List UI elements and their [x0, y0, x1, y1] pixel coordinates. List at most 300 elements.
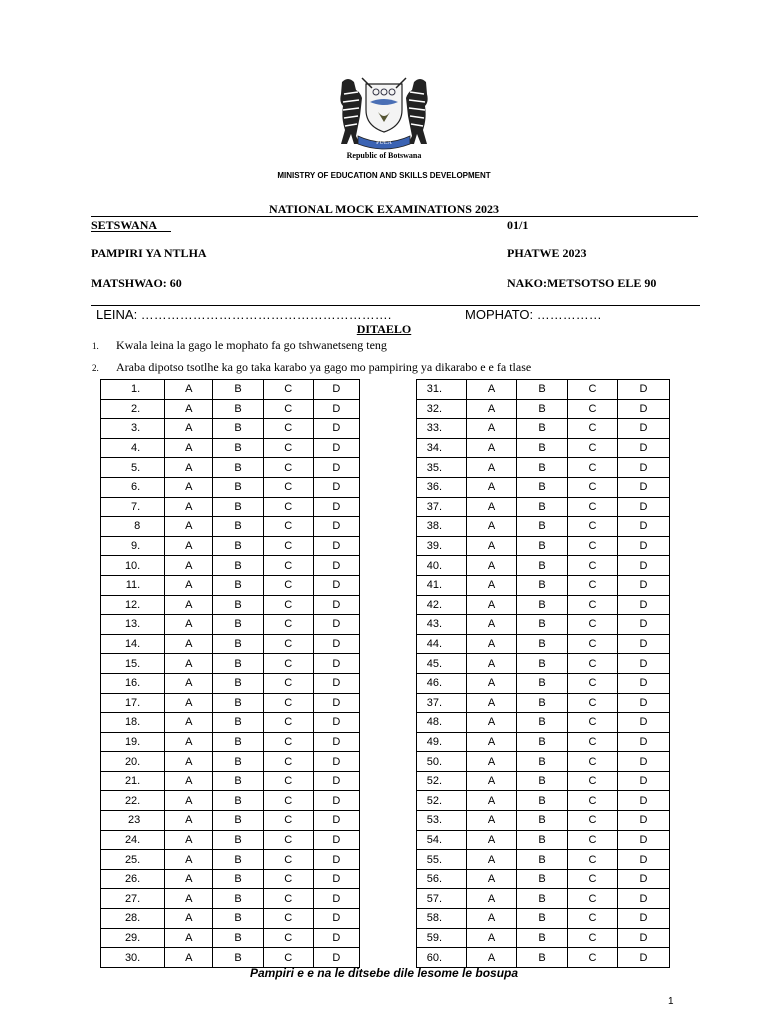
answer-option-b[interactable]: B — [213, 497, 263, 517]
answer-option-a[interactable]: A — [467, 830, 517, 850]
answer-option-c[interactable]: C — [263, 693, 313, 713]
question-number: 25. — [101, 850, 165, 870]
answer-option-b[interactable]: B — [213, 615, 263, 635]
answer-option-c[interactable]: C — [263, 791, 313, 811]
answer-option-b[interactable]: B — [517, 948, 568, 968]
answer-option-a[interactable]: A — [165, 948, 213, 968]
answer-option-b[interactable]: B — [213, 595, 263, 615]
answer-option-d[interactable]: D — [618, 948, 670, 968]
answer-option-a[interactable]: A — [165, 438, 213, 458]
answer-option-d[interactable]: D — [618, 869, 670, 889]
answer-option-a[interactable]: A — [467, 654, 517, 674]
answer-option-d[interactable]: D — [618, 732, 670, 752]
answer-option-a[interactable]: A — [467, 595, 517, 615]
answer-option-a[interactable]: A — [165, 595, 213, 615]
answer-option-b[interactable]: B — [213, 928, 263, 948]
answer-option-b[interactable]: B — [213, 869, 263, 889]
name-field[interactable]: LEINA: …………………………………………………. — [96, 307, 392, 322]
answer-option-d[interactable]: D — [618, 438, 670, 458]
answer-option-a[interactable]: A — [467, 869, 517, 889]
question-number: 57. — [417, 889, 467, 909]
answer-option-c[interactable]: C — [568, 771, 618, 791]
answer-option-d[interactable]: D — [313, 556, 359, 576]
answer-option-d[interactable]: D — [618, 673, 670, 693]
answer-option-c[interactable]: C — [263, 634, 313, 654]
answer-option-d[interactable]: D — [618, 634, 670, 654]
question-number: 33. — [417, 419, 467, 439]
answer-option-a[interactable]: A — [165, 556, 213, 576]
answer-row — [101, 673, 360, 693]
question-number: 26. — [101, 869, 165, 889]
answer-option-c[interactable]: C — [568, 575, 618, 595]
answer-option-b[interactable]: B — [213, 673, 263, 693]
answer-row — [417, 673, 670, 693]
instructions-heading: DITAELO — [356, 322, 412, 336]
answer-option-d[interactable]: D — [618, 771, 670, 791]
answer-option-c[interactable]: C — [263, 536, 313, 556]
answer-option-c[interactable]: C — [568, 654, 618, 674]
answer-option-c[interactable]: C — [568, 615, 618, 635]
answer-option-a[interactable]: A — [467, 673, 517, 693]
question-number: 37. — [417, 693, 467, 713]
answer-option-d[interactable]: D — [313, 811, 359, 831]
answer-option-b[interactable]: B — [213, 948, 263, 968]
answer-option-d[interactable]: D — [313, 477, 359, 497]
answer-option-b[interactable]: B — [517, 654, 568, 674]
answer-option-b[interactable]: B — [213, 380, 263, 400]
answer-option-d[interactable]: D — [618, 517, 670, 537]
answer-option-d[interactable]: D — [313, 948, 359, 968]
answer-option-d[interactable]: D — [313, 732, 359, 752]
answer-row — [101, 811, 360, 831]
answer-option-c[interactable]: C — [568, 595, 618, 615]
answer-row — [417, 517, 670, 537]
answer-row — [101, 771, 360, 791]
answer-option-d[interactable]: D — [313, 654, 359, 674]
answer-option-c[interactable]: C — [568, 517, 618, 537]
question-number: 5. — [101, 458, 165, 478]
answer-option-c[interactable]: C — [568, 909, 618, 929]
answer-option-c[interactable]: C — [263, 595, 313, 615]
answer-option-a[interactable]: A — [467, 615, 517, 635]
answer-option-d[interactable]: D — [313, 419, 359, 439]
answer-option-a[interactable]: A — [165, 791, 213, 811]
answer-option-c[interactable]: C — [568, 380, 618, 400]
answer-option-d[interactable]: D — [618, 497, 670, 517]
answer-row — [101, 869, 360, 889]
answer-option-b[interactable]: B — [517, 732, 568, 752]
answer-option-c[interactable]: C — [263, 556, 313, 576]
answer-option-a[interactable]: A — [165, 399, 213, 419]
answer-option-a[interactable]: A — [165, 517, 213, 537]
answer-option-c[interactable]: C — [263, 869, 313, 889]
answer-option-a[interactable]: A — [165, 752, 213, 772]
answer-option-c[interactable]: C — [568, 713, 618, 733]
answer-option-d[interactable]: D — [618, 811, 670, 831]
answer-option-a[interactable]: A — [467, 399, 517, 419]
answer-row — [417, 575, 670, 595]
page-number: 1 — [668, 996, 674, 1007]
answer-option-a[interactable]: A — [467, 575, 517, 595]
answer-row — [101, 575, 360, 595]
class-field[interactable]: MOPHATO: …………… — [465, 307, 602, 322]
answer-option-c[interactable]: C — [263, 752, 313, 772]
answer-option-a[interactable]: A — [165, 713, 213, 733]
answer-option-a[interactable]: A — [467, 811, 517, 831]
answer-option-a[interactable]: A — [165, 477, 213, 497]
answer-option-d[interactable]: D — [618, 752, 670, 772]
answer-option-c[interactable]: C — [568, 752, 618, 772]
answer-option-d[interactable]: D — [618, 654, 670, 674]
answer-option-b[interactable]: B — [213, 634, 263, 654]
question-number: 34. — [417, 438, 467, 458]
answer-option-b[interactable]: B — [213, 732, 263, 752]
answer-option-c[interactable]: C — [568, 556, 618, 576]
answer-option-b[interactable]: B — [213, 399, 263, 419]
answer-option-c[interactable]: C — [568, 419, 618, 439]
answer-option-b[interactable]: B — [517, 517, 568, 537]
answer-option-b[interactable]: B — [213, 693, 263, 713]
answer-option-b[interactable]: B — [517, 693, 568, 713]
answer-option-c[interactable]: C — [263, 713, 313, 733]
answer-option-d[interactable]: D — [313, 575, 359, 595]
answer-option-b[interactable]: B — [517, 713, 568, 733]
answer-option-a[interactable]: A — [467, 477, 517, 497]
answer-option-c[interactable]: C — [568, 732, 618, 752]
answer-option-a[interactable]: A — [165, 928, 213, 948]
answer-option-a[interactable]: A — [165, 497, 213, 517]
answer-option-a[interactable]: A — [467, 438, 517, 458]
answer-option-a[interactable]: A — [165, 536, 213, 556]
answer-option-b[interactable]: B — [517, 615, 568, 635]
answer-option-a[interactable]: A — [467, 380, 517, 400]
answer-option-d[interactable]: D — [618, 458, 670, 478]
answer-option-d[interactable]: D — [618, 909, 670, 929]
answer-option-c[interactable]: C — [568, 634, 618, 654]
answer-option-b[interactable]: B — [517, 889, 568, 909]
answer-option-d[interactable]: D — [313, 634, 359, 654]
answer-option-b[interactable]: B — [213, 850, 263, 870]
answer-option-b[interactable]: B — [213, 752, 263, 772]
answer-option-a[interactable]: A — [467, 713, 517, 733]
answer-option-c[interactable]: C — [263, 771, 313, 791]
answer-option-c[interactable]: C — [263, 811, 313, 831]
answer-option-d[interactable]: D — [313, 615, 359, 635]
answer-option-c[interactable]: C — [263, 673, 313, 693]
answer-option-b[interactable]: B — [213, 811, 263, 831]
question-number: 40. — [417, 556, 467, 576]
answer-row — [101, 380, 360, 400]
question-number: 58. — [417, 909, 467, 929]
answer-option-c[interactable]: C — [568, 948, 618, 968]
answer-option-a[interactable]: A — [467, 948, 517, 968]
answer-option-b[interactable]: B — [517, 634, 568, 654]
answer-option-c[interactable]: C — [263, 889, 313, 909]
answer-option-d[interactable]: D — [313, 771, 359, 791]
answer-option-a[interactable]: A — [165, 830, 213, 850]
question-number: 24. — [101, 830, 165, 850]
answer-option-d[interactable]: D — [618, 556, 670, 576]
answer-row — [417, 693, 670, 713]
question-number: 59. — [417, 928, 467, 948]
answer-option-b[interactable]: B — [213, 575, 263, 595]
answer-option-a[interactable]: A — [165, 615, 213, 635]
answer-option-a[interactable]: A — [467, 419, 517, 439]
answer-option-d[interactable]: D — [618, 791, 670, 811]
answer-option-c[interactable]: C — [263, 732, 313, 752]
answer-option-d[interactable]: D — [313, 536, 359, 556]
answer-option-c[interactable]: C — [263, 517, 313, 537]
answer-option-c[interactable]: C — [263, 419, 313, 439]
answer-option-b[interactable]: B — [213, 830, 263, 850]
answer-option-d[interactable]: D — [313, 438, 359, 458]
answer-row — [417, 869, 670, 889]
answer-option-a[interactable]: A — [467, 791, 517, 811]
answer-option-b[interactable]: B — [517, 556, 568, 576]
answer-option-c[interactable]: C — [568, 399, 618, 419]
answer-option-c[interactable]: C — [263, 458, 313, 478]
instruction-number: 2. — [92, 363, 99, 373]
answer-option-d[interactable]: D — [618, 693, 670, 713]
answer-option-a[interactable]: A — [467, 693, 517, 713]
answer-row — [417, 634, 670, 654]
answer-option-c[interactable]: C — [568, 791, 618, 811]
answer-option-a[interactable]: A — [165, 732, 213, 752]
question-number: 10. — [101, 556, 165, 576]
answer-option-c[interactable]: C — [263, 399, 313, 419]
answer-row — [101, 438, 360, 458]
question-number: 52. — [417, 771, 467, 791]
question-number: 44. — [417, 634, 467, 654]
answer-option-d[interactable]: D — [618, 850, 670, 870]
answer-option-d[interactable]: D — [618, 595, 670, 615]
answer-option-d[interactable]: D — [313, 752, 359, 772]
answer-option-b[interactable]: B — [213, 419, 263, 439]
answer-option-b[interactable]: B — [213, 791, 263, 811]
answer-option-a[interactable]: A — [467, 752, 517, 772]
answer-option-b[interactable]: B — [517, 575, 568, 595]
answer-option-d[interactable]: D — [618, 419, 670, 439]
divider-name — [91, 305, 700, 306]
answer-row — [101, 477, 360, 497]
answer-option-a[interactable]: A — [467, 556, 517, 576]
answer-option-b[interactable]: B — [213, 909, 263, 929]
answer-option-a[interactable]: A — [165, 654, 213, 674]
answer-option-b[interactable]: B — [517, 791, 568, 811]
answer-option-a[interactable]: A — [165, 909, 213, 929]
answer-option-b[interactable]: B — [517, 811, 568, 831]
answer-option-b[interactable]: B — [517, 419, 568, 439]
answer-option-d[interactable]: D — [313, 693, 359, 713]
answer-option-d[interactable]: D — [313, 713, 359, 733]
answer-option-b[interactable]: B — [517, 477, 568, 497]
answer-option-b[interactable]: B — [213, 458, 263, 478]
answer-option-c[interactable]: C — [263, 615, 313, 635]
answer-option-b[interactable]: B — [517, 673, 568, 693]
answer-grid-left — [100, 379, 360, 968]
answer-option-d[interactable]: D — [313, 909, 359, 929]
answer-option-c[interactable]: C — [263, 438, 313, 458]
answer-option-d[interactable]: D — [313, 869, 359, 889]
answer-option-d[interactable]: D — [618, 830, 670, 850]
answer-option-a[interactable]: A — [165, 811, 213, 831]
answer-option-c[interactable]: C — [263, 830, 313, 850]
answer-option-a[interactable]: A — [165, 380, 213, 400]
answer-option-a[interactable]: A — [467, 771, 517, 791]
answer-option-b[interactable]: B — [517, 458, 568, 478]
answer-option-d[interactable]: D — [313, 850, 359, 870]
answer-option-d[interactable]: D — [618, 575, 670, 595]
answer-option-a[interactable]: A — [165, 458, 213, 478]
answer-option-c[interactable]: C — [263, 380, 313, 400]
answer-option-a[interactable]: A — [165, 850, 213, 870]
question-number: 31. — [417, 380, 467, 400]
answer-option-a[interactable]: A — [467, 536, 517, 556]
answer-row — [417, 771, 670, 791]
answer-option-d[interactable]: D — [618, 477, 670, 497]
answer-option-d[interactable]: D — [313, 399, 359, 419]
answer-option-d[interactable]: D — [618, 713, 670, 733]
answer-option-b[interactable]: B — [517, 399, 568, 419]
answer-option-a[interactable]: A — [165, 634, 213, 654]
answer-option-d[interactable]: D — [313, 791, 359, 811]
answer-option-a[interactable]: A — [467, 634, 517, 654]
answer-option-a[interactable]: A — [467, 850, 517, 870]
answer-option-a[interactable]: A — [165, 869, 213, 889]
answer-option-d[interactable]: D — [618, 615, 670, 635]
answer-option-a[interactable]: A — [165, 889, 213, 909]
answer-option-c[interactable]: C — [568, 693, 618, 713]
answer-option-c[interactable]: C — [568, 497, 618, 517]
answer-option-b[interactable]: B — [517, 850, 568, 870]
answer-option-d[interactable]: D — [313, 595, 359, 615]
answer-option-d[interactable]: D — [313, 517, 359, 537]
answer-option-b[interactable]: B — [213, 477, 263, 497]
answer-option-d[interactable]: D — [313, 830, 359, 850]
answer-option-a[interactable]: A — [165, 693, 213, 713]
answer-option-c[interactable]: C — [263, 909, 313, 929]
answer-option-c[interactable]: C — [568, 673, 618, 693]
answer-option-c[interactable]: C — [568, 830, 618, 850]
answer-option-d[interactable]: D — [313, 928, 359, 948]
question-number: 52. — [417, 791, 467, 811]
answer-option-a[interactable]: A — [467, 909, 517, 929]
answer-option-d[interactable]: D — [313, 673, 359, 693]
answer-option-c[interactable]: C — [263, 575, 313, 595]
answer-option-b[interactable]: B — [213, 889, 263, 909]
answer-row — [101, 497, 360, 517]
answer-option-b[interactable]: B — [517, 497, 568, 517]
answer-row — [101, 654, 360, 674]
answer-row — [417, 497, 670, 517]
answer-option-c[interactable]: C — [568, 928, 618, 948]
answer-option-d[interactable]: D — [618, 536, 670, 556]
answer-row — [417, 791, 670, 811]
answer-option-a[interactable]: A — [165, 575, 213, 595]
answer-option-c[interactable]: C — [263, 654, 313, 674]
answer-option-d[interactable]: D — [618, 889, 670, 909]
answer-row — [101, 909, 360, 929]
answer-option-c[interactable]: C — [568, 536, 618, 556]
question-number: 55. — [417, 850, 467, 870]
answer-option-b[interactable]: B — [213, 713, 263, 733]
answer-option-b[interactable]: B — [517, 438, 568, 458]
question-number: 28. — [101, 909, 165, 929]
answer-grid-right — [416, 379, 670, 968]
answer-option-b[interactable]: B — [517, 536, 568, 556]
answer-option-d[interactable]: D — [618, 380, 670, 400]
answer-row — [101, 713, 360, 733]
answer-option-c[interactable]: C — [263, 497, 313, 517]
answer-option-a[interactable]: A — [165, 673, 213, 693]
answer-option-b[interactable]: B — [213, 654, 263, 674]
answer-option-d[interactable]: D — [618, 399, 670, 419]
answer-option-b[interactable]: B — [213, 556, 263, 576]
answer-option-d[interactable]: D — [313, 380, 359, 400]
answer-option-b[interactable]: B — [517, 595, 568, 615]
answer-option-b[interactable]: B — [213, 771, 263, 791]
answer-row — [101, 419, 360, 439]
answer-option-a[interactable]: A — [467, 517, 517, 537]
answer-option-a[interactable]: A — [165, 771, 213, 791]
answer-option-c[interactable]: C — [568, 438, 618, 458]
answer-option-b[interactable]: B — [517, 380, 568, 400]
answer-option-b[interactable]: B — [517, 752, 568, 772]
answer-option-b[interactable]: B — [517, 928, 568, 948]
answer-option-a[interactable]: A — [467, 732, 517, 752]
answer-option-a[interactable]: A — [467, 928, 517, 948]
answer-option-b[interactable]: B — [517, 771, 568, 791]
answer-option-c[interactable]: C — [568, 458, 618, 478]
answer-row — [417, 732, 670, 752]
answer-option-c[interactable]: C — [263, 948, 313, 968]
subject-label: SETSWANA — [91, 218, 158, 232]
answer-option-a[interactable]: A — [467, 458, 517, 478]
answer-option-c[interactable]: C — [263, 850, 313, 870]
answer-option-a[interactable]: A — [467, 889, 517, 909]
answer-option-c[interactable]: C — [568, 850, 618, 870]
answer-row — [417, 477, 670, 497]
answer-option-c[interactable]: C — [263, 477, 313, 497]
answer-option-d[interactable]: D — [313, 889, 359, 909]
answer-option-b[interactable]: B — [517, 830, 568, 850]
answer-row — [101, 556, 360, 576]
answer-option-b[interactable]: B — [517, 869, 568, 889]
answer-option-b[interactable]: B — [213, 536, 263, 556]
question-number: 36. — [417, 477, 467, 497]
answer-option-a[interactable]: A — [165, 419, 213, 439]
answer-option-c[interactable]: C — [568, 811, 618, 831]
answer-option-b[interactable]: B — [213, 438, 263, 458]
answer-option-d[interactable]: D — [313, 497, 359, 517]
answer-option-d[interactable]: D — [313, 458, 359, 478]
answer-option-c[interactable]: C — [568, 869, 618, 889]
answer-option-b[interactable]: B — [517, 909, 568, 929]
answer-option-a[interactable]: A — [467, 497, 517, 517]
answer-option-c[interactable]: C — [568, 889, 618, 909]
question-number: 7. — [101, 497, 165, 517]
question-number: 16. — [101, 673, 165, 693]
time-label: NAKO:METSOTSO ELE 90 — [507, 276, 657, 290]
answer-row — [101, 889, 360, 909]
answer-row — [417, 654, 670, 674]
answer-option-b[interactable]: B — [213, 517, 263, 537]
answer-option-c[interactable]: C — [568, 477, 618, 497]
question-number: 3. — [101, 419, 165, 439]
republic-label: Republic of Botswana — [346, 151, 422, 160]
answer-option-d[interactable]: D — [618, 928, 670, 948]
answer-option-c[interactable]: C — [263, 928, 313, 948]
